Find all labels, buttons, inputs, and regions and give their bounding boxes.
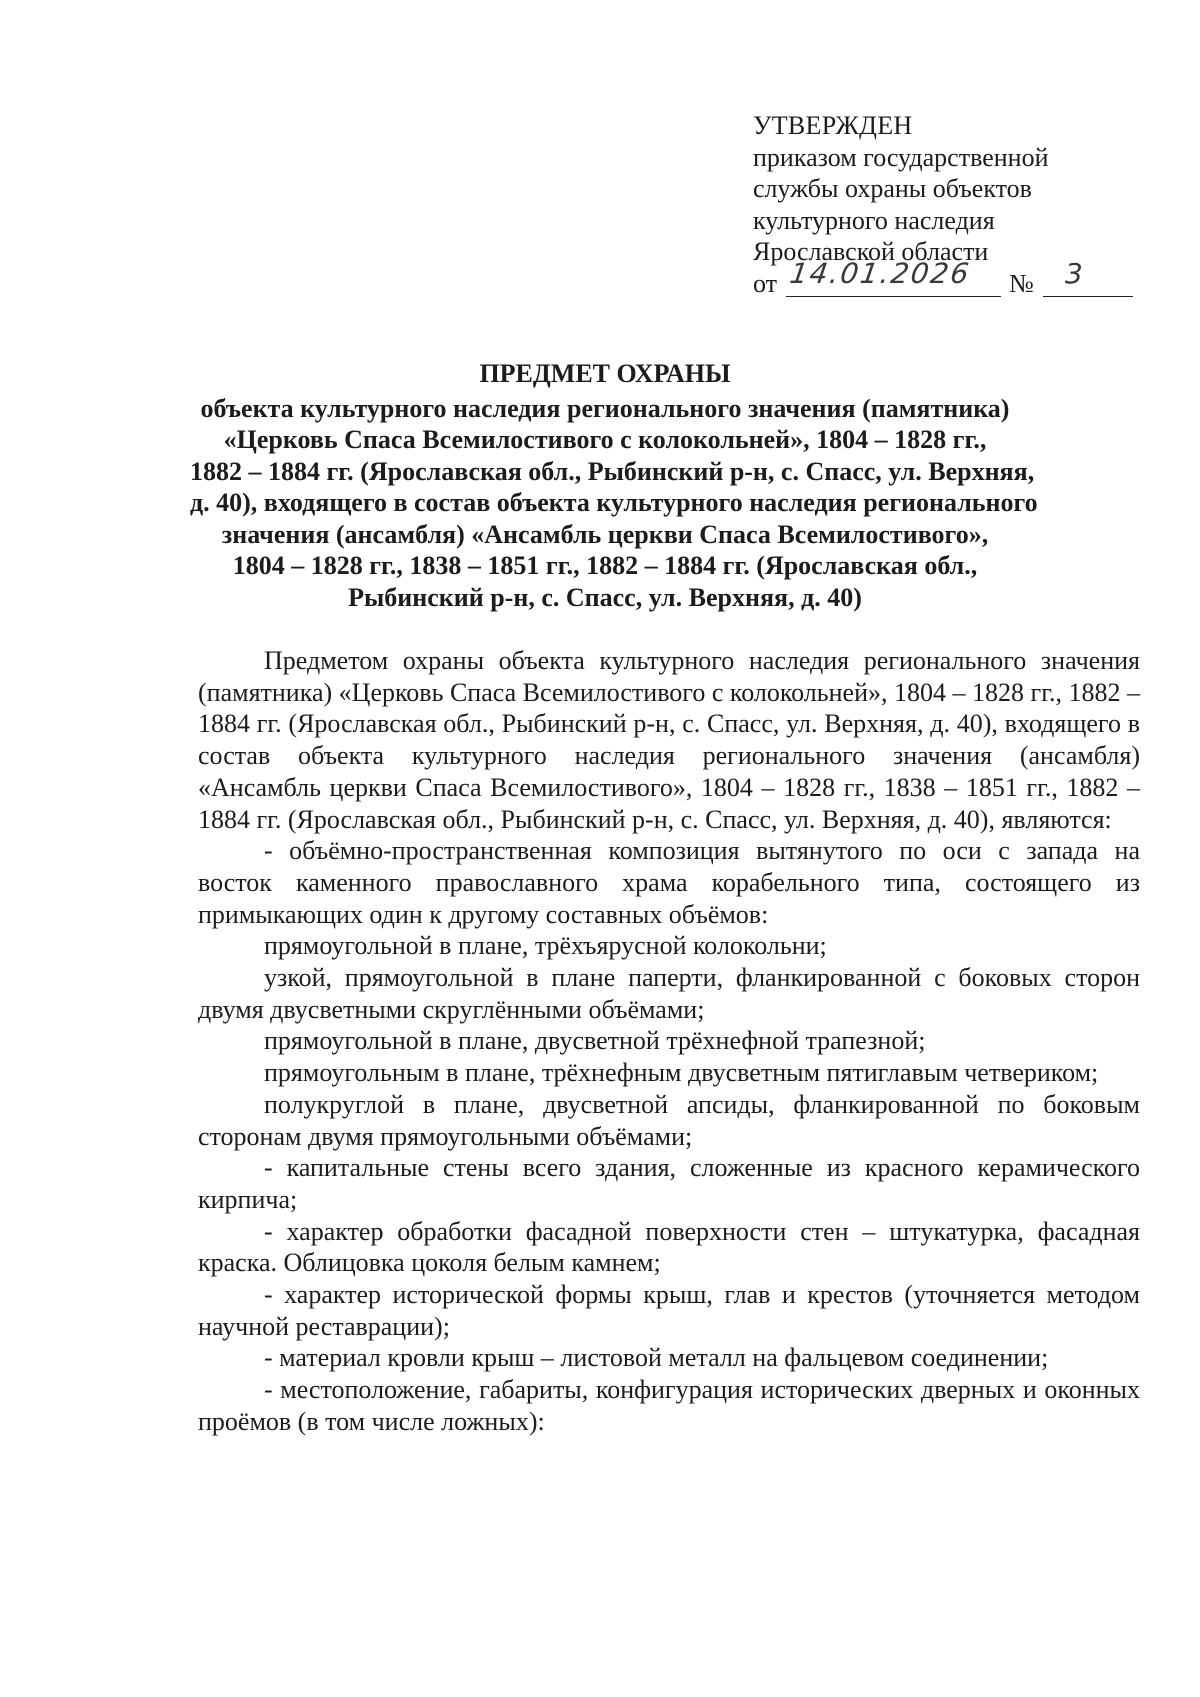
heading-line: д. 40), входящего в состав объекта культурного наследия регионального (190, 488, 1038, 517)
heading-line: 1804 – 1828 гг., 1838 – 1851 гг., 1882 – 1884 гг. (Ярославская обл., (232, 551, 978, 580)
handwritten-date: 14.01.2026 (787, 256, 973, 290)
list-item: - характер обработки фасадной поверхности стен – штукатурка, фасадная краска. Облицовка цоколя белым камнем; (198, 1216, 1140, 1278)
handwritten-number: 3 (1065, 256, 1085, 290)
heading-line: 1882 – 1884 гг. (Ярославская обл., Рыбинский р-н, с. Спасс, ул. Верхняя, (190, 456, 1035, 486)
approval-block (753, 110, 1133, 300)
list-item: - материал кровли крыш – листовой металл на фальцевом соединении; (264, 1343, 1049, 1373)
list-item: - капитальные стены всего здания, сложенные из красного керамического кирпича; (198, 1153, 1140, 1214)
approval-title: УТВЕРЖДЕН (753, 111, 913, 140)
list-item: прямоугольной в плане, двусветной трёхнефной трапезной; (264, 1026, 926, 1056)
document-body (198, 645, 1140, 1438)
approval-line: приказом государственной (753, 142, 1049, 172)
approval-line: службы охраны объектов (753, 174, 1032, 203)
list-item: прямоугольным в плане, трёхнефным двусветным пятиглавым четвериком; (264, 1058, 1099, 1088)
document-heading (190, 358, 1038, 613)
number-prefix: № (1009, 268, 1034, 298)
heading-line: «Церковь Спаса Всемилостивого с колокольней», 1804 – 1828 гг., (223, 425, 987, 454)
intro-paragraph: Предметом охраны объекта культурного наследия регионального значения (памятника) «Церковь Спаса Всемилостивого с колокольней», 1804 – 1828 гг., 1882 – 1884 гг. (Ярославская обл., Рыбинский р-н, с. Спасс, ул. Верхняя, д. 40), входящего в состав объекта культурного наследия регионального значения (ансамбля) «Ансамбль церкви Спаса Всемилостивого», 1804 – 1828 гг., 1838 – 1851 гг., 1882 – 1884 гг. (Ярославская обл., Рыбинский р-н, с. Спасс, ул. Верхняя, д. 40), являются: (198, 646, 1140, 834)
order-date-line (753, 256, 1133, 300)
list-item: - характер исторической формы крыш, глав и крестов (уточняется методом научной реставрации); (198, 1280, 1140, 1341)
heading-line: объекта культурного наследия регионального значения (памятника) (200, 393, 1010, 423)
list-item: - объёмно-пространственная композиция вытянутого по оси с запада на восток каменного православного храма корабельного типа, состоящего из примыкающих один к другому составных объёмов: (198, 836, 1140, 929)
approval-line: Ярославской области (753, 237, 989, 266)
approval-line: культурного наследия (753, 205, 995, 235)
order-date-field (786, 256, 1001, 297)
date-prefix: от (753, 268, 778, 298)
heading-line: значения (ансамбля) «Ансамбль церкви Спаса Всемилостивого», (221, 519, 989, 549)
heading-line: Рыбинский р-н, с. Спасс, ул. Верхняя, д. 40) (348, 582, 862, 612)
document-title: ПРЕДМЕТ ОХРАНЫ (479, 359, 731, 388)
list-item: полукруглой в плане, двусветной апсиды, фланкированной по боковым сторонам двумя прямоугольными объёмами; (198, 1089, 1140, 1151)
list-item: прямоугольной в плане, трёхъярусной колокольни; (264, 931, 827, 961)
list-item: узкой, прямоугольной в плане паперти, фланкированной с боковых сторон двумя двусветными скруглёнными объёмами; (198, 963, 1140, 1024)
order-number-field (1043, 256, 1133, 297)
list-item: - местоположение, габариты, конфигурация исторических дверных и оконных проёмов (в том числе ложных): (198, 1375, 1140, 1436)
